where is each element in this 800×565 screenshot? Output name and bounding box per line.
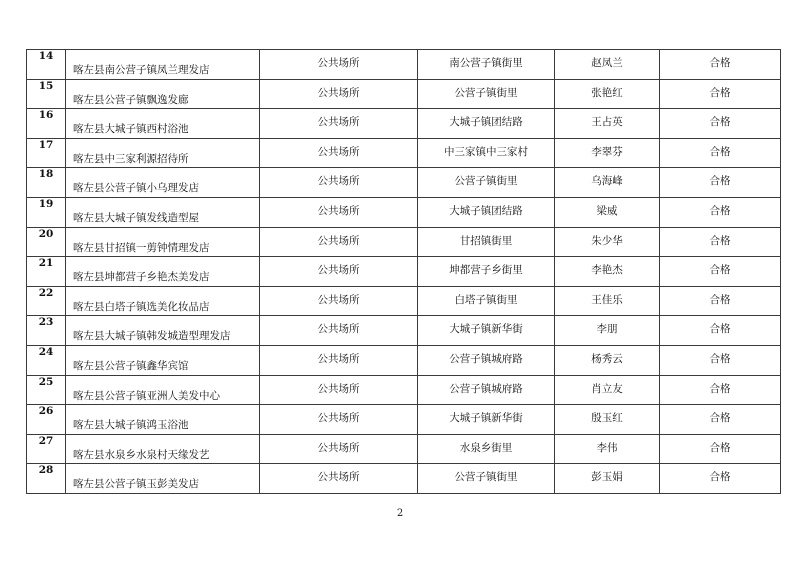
responsible-person-cell [555, 434, 660, 464]
table-row [27, 316, 781, 346]
establishment-type-cell [260, 109, 418, 139]
responsible-person-text: 李艳杰 [591, 264, 623, 277]
responsible-person-cell [555, 286, 660, 316]
address-cell [418, 316, 555, 346]
establishment-type-cell [260, 168, 418, 198]
establishment-type-cell [260, 405, 418, 435]
establishment-type-text: 公共场所 [317, 145, 360, 158]
row-number-cell: 25 [27, 375, 66, 405]
inspection-result-cell [660, 286, 781, 316]
row-number-cell: 19 [27, 197, 66, 227]
establishment-name-text: 喀左县大城子镇西村浴池 [73, 123, 189, 136]
inspection-result-cell [660, 316, 781, 346]
table-row [27, 227, 781, 257]
responsible-person-text: 李伟 [596, 441, 618, 454]
establishment-name-cell [66, 227, 260, 257]
establishment-name-text: 喀左县公营子镇玉彭美发店 [73, 478, 199, 491]
establishment-type-cell [260, 227, 418, 257]
establishment-name-text: 喀左县水泉乡水泉村天缘发艺 [73, 448, 210, 461]
establishment-type-cell [260, 286, 418, 316]
establishment-type-cell [260, 434, 418, 464]
row-number-cell: 17 [27, 138, 66, 168]
establishment-name-text: 喀左县中三家利源招待所 [73, 152, 189, 165]
address-text: 水泉乡街里 [459, 441, 513, 454]
establishment-type-text: 公共场所 [317, 116, 360, 129]
establishment-name-cell [66, 257, 260, 287]
establishment-name-cell [66, 138, 260, 168]
establishment-type-text: 公共场所 [317, 471, 360, 484]
establishment-type-text: 公共场所 [317, 382, 360, 395]
inspection-result-text: 合格 [709, 116, 731, 129]
inspection-result-cell [660, 109, 781, 139]
responsible-person-cell [555, 197, 660, 227]
address-cell [418, 345, 555, 375]
inspection-result-cell [660, 138, 781, 168]
establishment-name-text: 喀左县公营子镇小乌理发店 [73, 182, 199, 195]
establishment-name-cell [66, 168, 260, 198]
responsible-person-text: 殷玉红 [591, 412, 623, 425]
inspection-result-text: 合格 [709, 86, 731, 99]
table-row [27, 168, 781, 198]
establishment-type-text: 公共场所 [317, 86, 360, 99]
table-row [27, 464, 781, 494]
establishment-name-cell [66, 345, 260, 375]
establishment-type-text: 公共场所 [317, 293, 360, 306]
address-text: 中三家镇中三家村 [444, 145, 528, 158]
row-number-cell: 22 [27, 286, 66, 316]
address-cell [418, 227, 555, 257]
establishment-type-cell [260, 50, 418, 80]
establishment-type-text: 公共场所 [317, 352, 360, 365]
establishment-name-text: 喀左县南公营子镇凤兰理发店 [73, 64, 210, 76]
table-row [27, 138, 781, 168]
row-number-cell: 21 [27, 257, 66, 287]
responsible-person-cell [555, 109, 660, 139]
address-text: 大城子镇新华街 [449, 412, 523, 425]
row-number-cell: 15 [27, 79, 66, 109]
address-cell [418, 257, 555, 287]
table-row [27, 375, 781, 405]
responsible-person-text: 李翠芬 [591, 145, 623, 158]
responsible-person-text: 杨秀云 [591, 352, 623, 365]
address-text: 公营子镇街里 [454, 471, 518, 484]
table-row [27, 50, 781, 80]
responsible-person-cell [555, 257, 660, 287]
establishment-type-text: 公共场所 [317, 175, 360, 188]
table-row [27, 79, 781, 109]
address-cell [418, 464, 555, 494]
establishment-name-text: 喀左县甘招镇一剪钟情理发店 [73, 241, 210, 254]
inspection-result-cell [660, 168, 781, 198]
establishment-name-text: 喀左县坤都营子乡艳杰美发店 [73, 271, 210, 284]
address-text: 大城子镇团结路 [449, 116, 523, 129]
responsible-person-cell [555, 138, 660, 168]
establishment-type-text: 公共场所 [317, 57, 360, 69]
row-number-cell: 20 [27, 227, 66, 257]
inspection-result-text: 合格 [709, 323, 731, 336]
responsible-person-text: 乌海峰 [591, 175, 623, 188]
establishment-name-text: 喀左县大城子镇韩发城造型理发店 [73, 330, 231, 343]
inspection-result-cell [660, 434, 781, 464]
table-row [27, 257, 781, 287]
inspection-result-text: 合格 [709, 412, 731, 425]
table-row [27, 345, 781, 375]
responsible-person-cell [555, 79, 660, 109]
inspection-result-text: 合格 [709, 471, 731, 484]
inspection-result-cell [660, 197, 781, 227]
establishment-name-text: 喀左县大城子镇发线造型屋 [73, 211, 199, 224]
inspection-result-cell [660, 79, 781, 109]
address-text: 坤都营子乡街里 [449, 264, 523, 277]
row-number-cell: 28 [27, 464, 66, 494]
establishment-type-text: 公共场所 [317, 441, 360, 454]
address-cell [418, 375, 555, 405]
establishment-name-cell [66, 50, 260, 80]
address-text: 南公营子镇街里 [449, 57, 523, 69]
inspection-result-text: 合格 [709, 234, 731, 247]
address-cell [418, 405, 555, 435]
establishment-name-cell [66, 405, 260, 435]
inspection-result-cell [660, 50, 781, 80]
inspection-result-cell [660, 375, 781, 405]
establishment-type-text: 公共场所 [317, 234, 360, 247]
responsible-person-text: 李朋 [596, 323, 618, 336]
responsible-person-cell [555, 316, 660, 346]
establishment-name-cell [66, 197, 260, 227]
establishment-name-text: 喀左县白塔子镇选美化妆品店 [73, 300, 210, 313]
establishment-name-text: 喀左县公营子镇亚洲人美发中心 [73, 389, 220, 402]
row-number-cell: 16 [27, 109, 66, 139]
establishment-type-text: 公共场所 [317, 264, 360, 277]
address-text: 公营子镇城府路 [449, 352, 523, 365]
row-number-cell: 14 [27, 50, 66, 80]
establishment-name-cell [66, 434, 260, 464]
address-cell [418, 168, 555, 198]
establishment-type-text: 公共场所 [317, 412, 360, 425]
inspection-result-text: 合格 [709, 382, 731, 395]
responsible-person-text: 肖立友 [591, 382, 623, 395]
inspection-result-text: 合格 [709, 57, 731, 69]
responsible-person-text: 赵凤兰 [591, 57, 623, 69]
establishment-type-cell [260, 79, 418, 109]
table-row [27, 109, 781, 139]
row-number-cell: 24 [27, 345, 66, 375]
responsible-person-text: 王占英 [591, 116, 623, 129]
establishment-name-text: 喀左县大城子镇鸿玉浴池 [73, 419, 189, 432]
address-text: 白塔子镇街里 [454, 293, 518, 306]
row-number-cell: 18 [27, 168, 66, 198]
inspection-result-cell [660, 464, 781, 494]
responsible-person-cell [555, 345, 660, 375]
table-row [27, 197, 781, 227]
inspection-table [26, 49, 781, 494]
establishment-type-cell [260, 345, 418, 375]
responsible-person-text: 梁威 [596, 204, 618, 217]
establishment-name-cell [66, 286, 260, 316]
page-number: 2 [396, 508, 404, 519]
address-cell [418, 286, 555, 316]
inspection-result-text: 合格 [709, 145, 731, 158]
responsible-person-cell [555, 375, 660, 405]
inspection-result-cell [660, 405, 781, 435]
inspection-result-cell [660, 227, 781, 257]
inspection-result-text: 合格 [709, 352, 731, 365]
address-cell [418, 79, 555, 109]
responsible-person-text: 彭玉娟 [591, 471, 623, 484]
establishment-type-cell [260, 464, 418, 494]
establishment-type-text: 公共场所 [317, 204, 360, 217]
inspection-result-text: 合格 [709, 441, 731, 454]
establishment-name-text: 喀左县公营子镇飘逸发廊 [73, 93, 189, 106]
inspection-result-text: 合格 [709, 293, 731, 306]
establishment-type-cell [260, 257, 418, 287]
inspection-result-text: 合格 [709, 204, 731, 217]
address-text: 甘招镇街里 [459, 234, 513, 247]
establishment-name-cell [66, 316, 260, 346]
inspection-table-body [27, 50, 781, 494]
establishment-name-text: 喀左县公营子镇鑫华宾馆 [73, 359, 189, 372]
address-text: 大城子镇团结路 [449, 204, 523, 217]
establishment-name-cell [66, 109, 260, 139]
inspection-result-cell [660, 257, 781, 287]
table-row [27, 434, 781, 464]
establishment-type-cell [260, 375, 418, 405]
address-cell [418, 138, 555, 168]
address-text: 大城子镇新华街 [449, 323, 523, 336]
address-text: 公营子镇街里 [454, 86, 518, 99]
row-number-cell: 23 [27, 316, 66, 346]
address-cell [418, 197, 555, 227]
establishment-name-cell [66, 79, 260, 109]
responsible-person-cell [555, 464, 660, 494]
establishment-type-text: 公共场所 [317, 323, 360, 336]
address-text: 公营子镇街里 [454, 175, 518, 188]
address-cell [418, 50, 555, 80]
responsible-person-cell [555, 405, 660, 435]
address-cell [418, 109, 555, 139]
row-number-cell: 27 [27, 434, 66, 464]
establishment-name-cell [66, 375, 260, 405]
establishment-type-cell [260, 316, 418, 346]
responsible-person-cell [555, 168, 660, 198]
responsible-person-text: 王佳乐 [591, 293, 623, 306]
inspection-result-text: 合格 [709, 264, 731, 277]
table-row [27, 405, 781, 435]
responsible-person-text: 张艳红 [591, 86, 623, 99]
row-number-cell: 26 [27, 405, 66, 435]
establishment-type-cell [260, 138, 418, 168]
table-row [27, 286, 781, 316]
address-cell [418, 434, 555, 464]
responsible-person-text: 朱少华 [591, 234, 623, 247]
address-text: 公营子镇城府路 [449, 382, 523, 395]
inspection-result-cell [660, 345, 781, 375]
inspection-result-text: 合格 [709, 175, 731, 188]
responsible-person-cell [555, 50, 660, 80]
responsible-person-cell [555, 227, 660, 257]
establishment-type-cell [260, 197, 418, 227]
establishment-name-cell [66, 464, 260, 494]
